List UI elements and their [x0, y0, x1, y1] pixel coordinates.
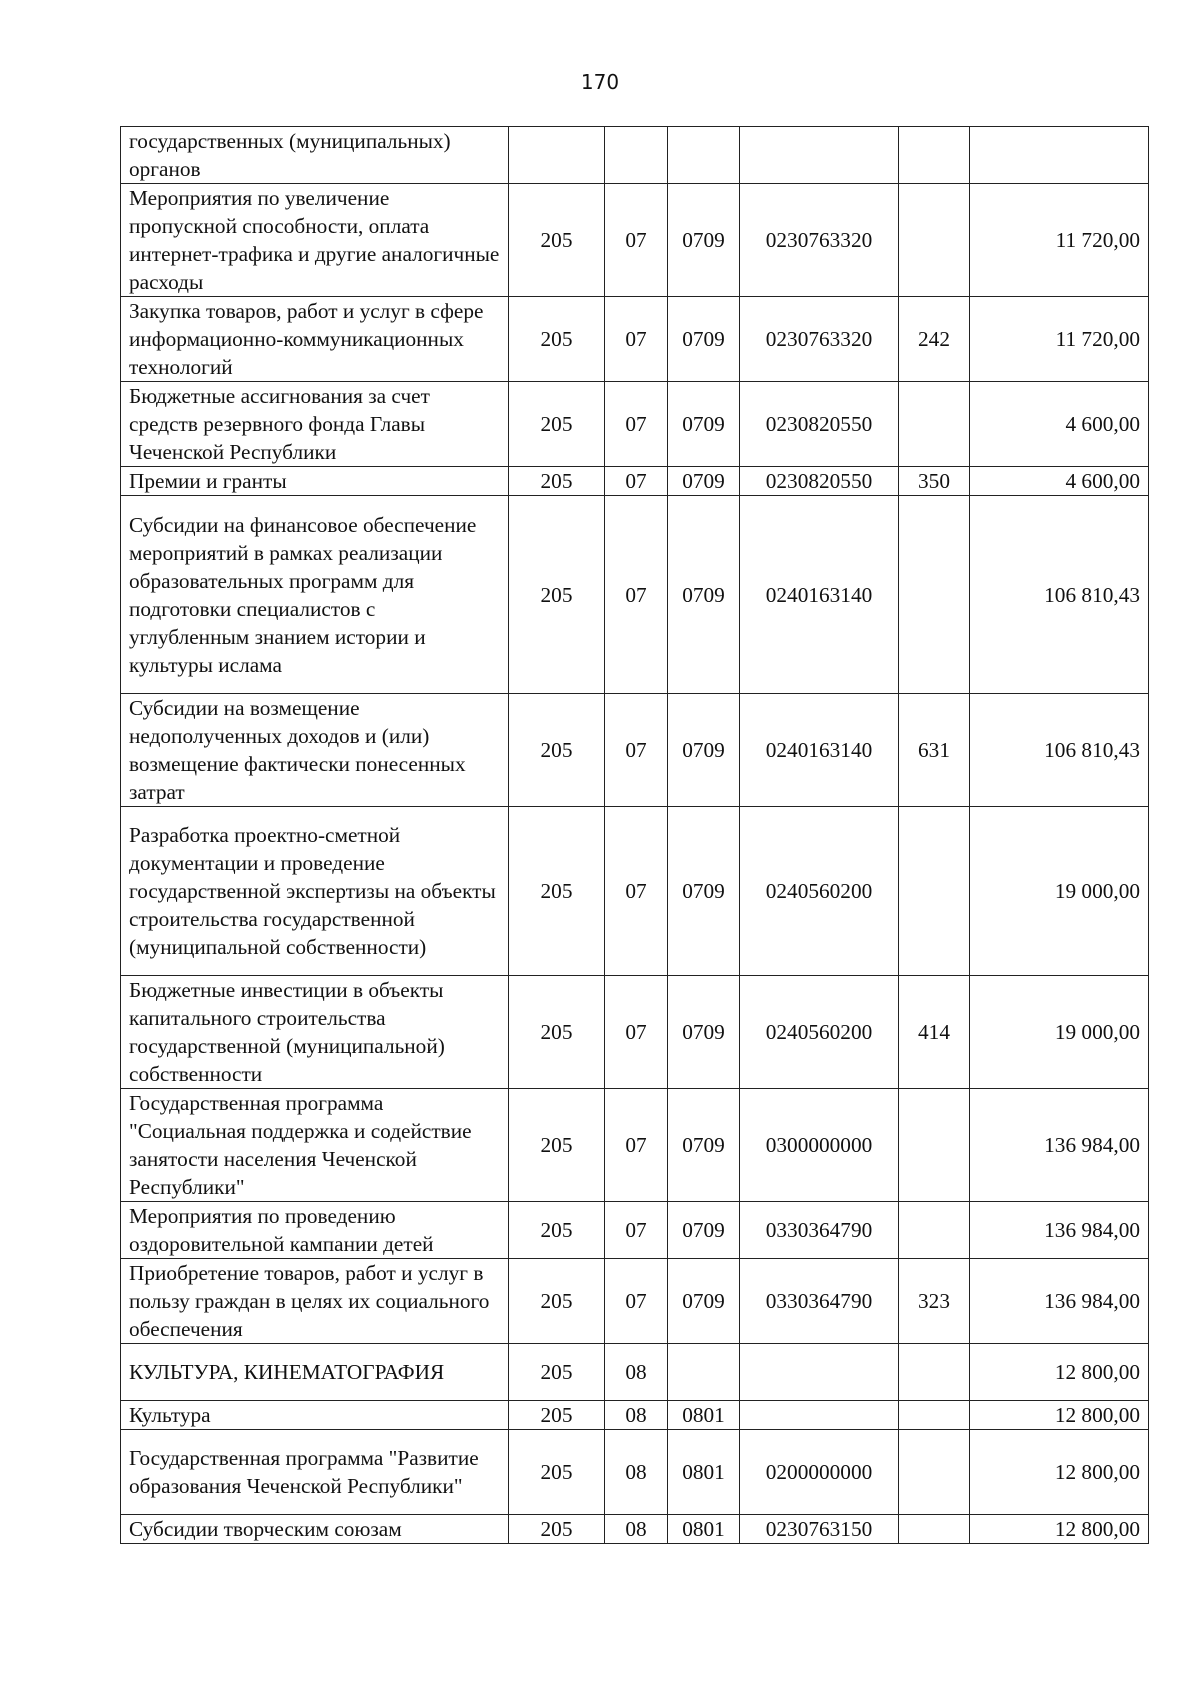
subsection-code: 0709 [668, 297, 740, 382]
row-name: Культура [121, 1401, 509, 1430]
section-code: 07 [605, 1259, 668, 1344]
subsection-code: 0709 [668, 496, 740, 694]
expense-type-code [899, 382, 970, 467]
row-name: Премии и гранты [121, 467, 509, 496]
target-article-code: 0230820550 [740, 382, 899, 467]
section-code: 07 [605, 496, 668, 694]
ministry-code: 205 [509, 496, 605, 694]
section-code: 07 [605, 184, 668, 297]
amount: 11 720,00 [970, 297, 1149, 382]
expense-type-code: 631 [899, 694, 970, 807]
target-article-code: 0240560200 [740, 807, 899, 976]
section-code: 08 [605, 1430, 668, 1515]
table-row [121, 807, 1149, 976]
section-code: 08 [605, 1344, 668, 1401]
table-row [121, 467, 1149, 496]
section-code: 08 [605, 1515, 668, 1544]
amount: 4 600,00 [970, 382, 1149, 467]
target-article-code: 0240163140 [740, 496, 899, 694]
section-code: 07 [605, 382, 668, 467]
expense-type-code [899, 1089, 970, 1202]
row-name: Закупка товаров, работ и услуг в сфере информационно-коммуникационных технологий [121, 297, 509, 382]
amount: 12 800,00 [970, 1401, 1149, 1430]
ministry-code: 205 [509, 1259, 605, 1344]
target-article-code [740, 127, 899, 184]
target-article-code: 0230763320 [740, 184, 899, 297]
row-name: Приобретение товаров, работ и услуг в пользу граждан в целях их социального обеспечения [121, 1259, 509, 1344]
target-article-code: 0330364790 [740, 1259, 899, 1344]
amount: 136 984,00 [970, 1089, 1149, 1202]
page-number: 170 [580, 70, 620, 94]
subsection-code: 0709 [668, 184, 740, 297]
subsection-code: 0709 [668, 807, 740, 976]
expense-type-code [899, 807, 970, 976]
expense-type-code [899, 496, 970, 694]
target-article-code: 0230763150 [740, 1515, 899, 1544]
expense-type-code [899, 127, 970, 184]
target-article-code: 0200000000 [740, 1430, 899, 1515]
expense-type-code: 414 [899, 976, 970, 1089]
row-name: Государственная программа "Развитие образования Чеченской Республики" [121, 1430, 509, 1515]
table-row [121, 382, 1149, 467]
table-row [121, 694, 1149, 807]
amount: 19 000,00 [970, 807, 1149, 976]
amount: 11 720,00 [970, 184, 1149, 297]
expense-type-code [899, 184, 970, 297]
target-article-code: 0330364790 [740, 1202, 899, 1259]
section-code: 07 [605, 297, 668, 382]
ministry-code: 205 [509, 467, 605, 496]
table-row [121, 1089, 1149, 1202]
amount: 106 810,43 [970, 496, 1149, 694]
amount: 19 000,00 [970, 976, 1149, 1089]
table-row [121, 1202, 1149, 1259]
subsection-code: 0801 [668, 1430, 740, 1515]
section-code: 07 [605, 1089, 668, 1202]
row-name: Бюджетные инвестиции в объекты капитального строительства государственной (муниципальной) собственности [121, 976, 509, 1089]
expense-type-code [899, 1202, 970, 1259]
ministry-code: 205 [509, 297, 605, 382]
row-name: КУЛЬТУРА, КИНЕМАТОГРАФИЯ [121, 1344, 509, 1401]
amount: 12 800,00 [970, 1515, 1149, 1544]
expense-type-code [899, 1430, 970, 1515]
subsection-code: 0801 [668, 1401, 740, 1430]
table-row [121, 127, 1149, 184]
subsection-code: 0801 [668, 1515, 740, 1544]
table-row [121, 1430, 1149, 1515]
amount: 12 800,00 [970, 1430, 1149, 1515]
budget-table [120, 126, 1149, 1544]
ministry-code [509, 127, 605, 184]
section-code: 07 [605, 807, 668, 976]
section-code: 07 [605, 694, 668, 807]
expense-type-code [899, 1344, 970, 1401]
row-name: Бюджетные ассигнования за счет средств резервного фонда Главы Чеченской Республики [121, 382, 509, 467]
ministry-code: 205 [509, 382, 605, 467]
row-name: Государственная программа "Социальная поддержка и содействие занятости населения Чеченской Республики" [121, 1089, 509, 1202]
target-article-code: 0230763320 [740, 297, 899, 382]
section-code: 07 [605, 467, 668, 496]
target-article-code [740, 1401, 899, 1430]
subsection-code: 0709 [668, 694, 740, 807]
section-code: 08 [605, 1401, 668, 1430]
target-article-code: 0300000000 [740, 1089, 899, 1202]
table-row [121, 1515, 1149, 1544]
subsection-code: 0709 [668, 1202, 740, 1259]
ministry-code: 205 [509, 807, 605, 976]
ministry-code: 205 [509, 1089, 605, 1202]
table-row [121, 184, 1149, 297]
section-code: 07 [605, 1202, 668, 1259]
expense-type-code: 323 [899, 1259, 970, 1344]
table-row [121, 496, 1149, 694]
target-article-code: 0240163140 [740, 694, 899, 807]
amount: 12 800,00 [970, 1344, 1149, 1401]
table-row [121, 976, 1149, 1089]
expense-type-code: 242 [899, 297, 970, 382]
table-row [121, 297, 1149, 382]
subsection-code: 0709 [668, 1089, 740, 1202]
row-name: Субсидии творческим союзам [121, 1515, 509, 1544]
ministry-code: 205 [509, 1401, 605, 1430]
table-row [121, 1259, 1149, 1344]
subsection-code [668, 1344, 740, 1401]
amount: 106 810,43 [970, 694, 1149, 807]
subsection-code: 0709 [668, 382, 740, 467]
row-name: Субсидии на финансовое обеспечение мероприятий в рамках реализации образовательных программ для подготовки специалистов с углубленным знанием истории и культуры ислама [121, 496, 509, 694]
expense-type-code [899, 1515, 970, 1544]
target-article-code: 0240560200 [740, 976, 899, 1089]
ministry-code: 205 [509, 694, 605, 807]
target-article-code: 0230820550 [740, 467, 899, 496]
subsection-code: 0709 [668, 976, 740, 1089]
amount: 136 984,00 [970, 1259, 1149, 1344]
ministry-code: 205 [509, 976, 605, 1089]
ministry-code: 205 [509, 1344, 605, 1401]
table-row [121, 1401, 1149, 1430]
expense-type-code: 350 [899, 467, 970, 496]
row-name: Мероприятия по проведению оздоровительной кампании детей [121, 1202, 509, 1259]
section-code: 07 [605, 976, 668, 1089]
amount: 136 984,00 [970, 1202, 1149, 1259]
subsection-code: 0709 [668, 467, 740, 496]
section-code [605, 127, 668, 184]
row-name: Разработка проектно-сметной документации и проведение государственной экспертизы на объекты строительства государственной (муниципальной собственности) [121, 807, 509, 976]
ministry-code: 205 [509, 1202, 605, 1259]
subsection-code: 0709 [668, 1259, 740, 1344]
table-row [121, 1344, 1149, 1401]
ministry-code: 205 [509, 184, 605, 297]
ministry-code: 205 [509, 1515, 605, 1544]
row-name: государственных (муниципальных) органов [121, 127, 509, 184]
row-name: Субсидии на возмещение недополученных доходов и (или) возмещение фактически понесенных затрат [121, 694, 509, 807]
ministry-code: 205 [509, 1430, 605, 1515]
subsection-code [668, 127, 740, 184]
expense-type-code [899, 1401, 970, 1430]
target-article-code [740, 1344, 899, 1401]
row-name: Мероприятия по увеличение пропускной способности, оплата интернет-трафика и другие аналогичные расходы [121, 184, 509, 297]
amount: 4 600,00 [970, 467, 1149, 496]
amount [970, 127, 1149, 184]
